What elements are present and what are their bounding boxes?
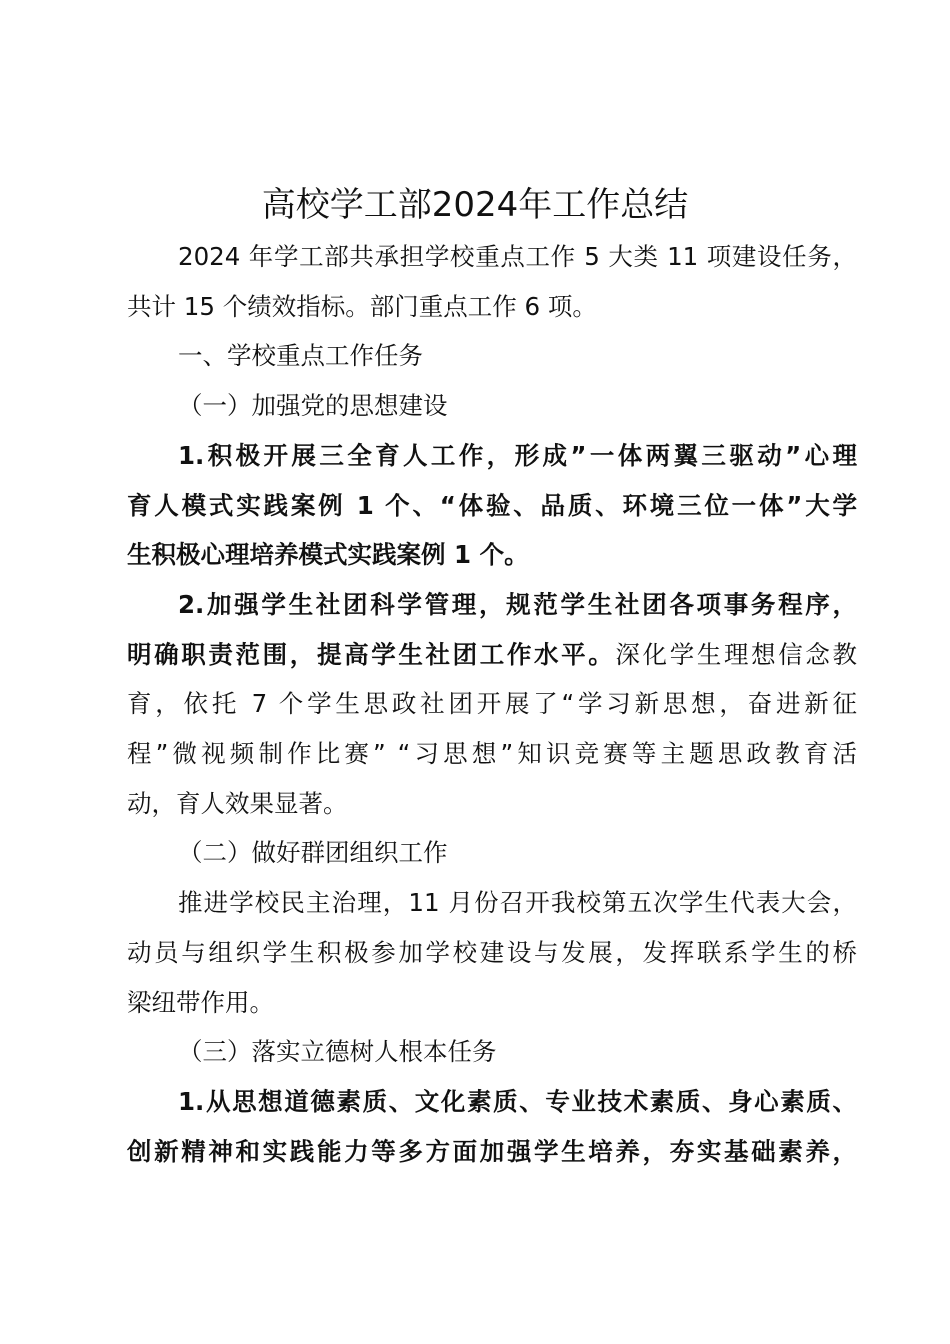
text-line: 动员与组织学生积极参加学校建设与发展，发挥联系学生的桥 bbox=[127, 937, 857, 967]
document-title: 高校学工部2024年工作总结 bbox=[261, 185, 689, 225]
text-line-mixed bbox=[127, 630, 857, 680]
paragraph-student-congress bbox=[127, 878, 857, 1027]
text-line: 一、学校重点工作任务 bbox=[178, 341, 423, 371]
text-line: 推进学校民主治理，11 月份召开我校第五次学生代表大会， bbox=[178, 888, 857, 918]
bold-text: 明确职责范围，提高学生社团工作水平。 bbox=[127, 639, 616, 669]
text-line: 生积极心理培养模式实践案例 1 个。 bbox=[127, 540, 529, 570]
text-line: 梁纽带作用。 bbox=[127, 987, 274, 1017]
normal-text: 深化学生理想信念教 bbox=[615, 639, 857, 669]
subsection-heading bbox=[127, 1027, 857, 1077]
section-heading bbox=[127, 331, 857, 381]
text-line: 1.积极开展三全育人工作，形成”一体两翼三驱动”心理 bbox=[178, 440, 857, 470]
paragraph-item-3 bbox=[127, 1077, 857, 1176]
subsection-heading bbox=[127, 828, 857, 878]
text-line: 育，依托 7 个学生思政社团开展了“学习新思想，奋进新征 bbox=[127, 689, 857, 719]
paragraph-item-2 bbox=[127, 580, 857, 829]
paragraph-intro bbox=[127, 232, 857, 331]
text-line: （一）加强党的思想建设 bbox=[178, 391, 448, 421]
text-line: （三）落实立德树人根本任务 bbox=[178, 1037, 497, 1067]
text-line: 共计 15 个绩效指标。部门重点工作 6 项。 bbox=[127, 291, 597, 321]
document-body bbox=[127, 232, 857, 1176]
text-line: 2024 年学工部共承担学校重点工作 5 大类 11 项建设任务， bbox=[178, 242, 857, 271]
subsection-heading bbox=[127, 381, 857, 431]
text-line: 创新精神和实践能力等多方面加强学生培养，夯实基础素养， bbox=[127, 1136, 857, 1166]
text-line: 动，育人效果显著。 bbox=[127, 788, 348, 818]
paragraph-item-1 bbox=[127, 431, 857, 580]
text-line: 育人模式实践案例 1 个、“体验、品质、环境三位一体”大学 bbox=[127, 490, 857, 520]
text-line: 2.加强学生社团科学管理，规范学生社团各项事务程序， bbox=[178, 589, 857, 619]
text-line: 程”微视频制作比赛” “习思想”知识竞赛等主题思政教育活 bbox=[127, 739, 857, 769]
text-line: （二）做好群团组织工作 bbox=[178, 838, 448, 868]
text-line: 1.从思想道德素质、文化素质、专业技术素质、身心素质、 bbox=[178, 1086, 857, 1116]
